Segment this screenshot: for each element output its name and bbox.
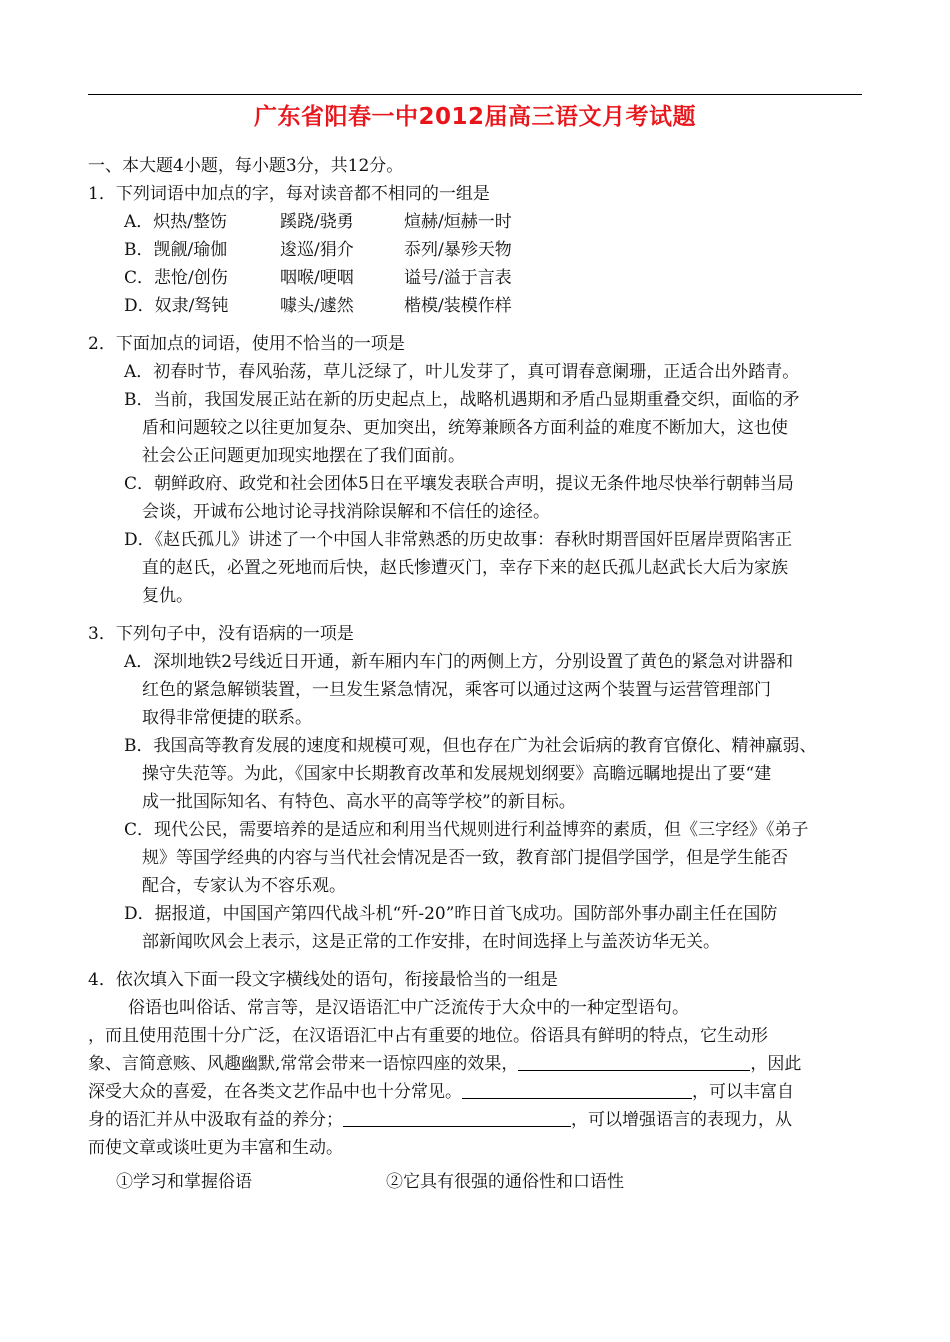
q4-passage-line4-text: 深受大众的喜爱，在各类文艺作品中也十分常见。 bbox=[88, 1082, 462, 1102]
q3-option-d-line2: 部新闻吹风会上表示，这是正常的工作安排，在时间选择上与盖茨访华无关。 bbox=[142, 932, 720, 952]
q4-choice-2: ②它具有很强的通俗性和口语性 bbox=[386, 1172, 624, 1192]
q4-passage-line3-tail: ，因此 bbox=[750, 1054, 802, 1074]
q1-option-a-word3: 煊赫/烜赫一时 bbox=[404, 212, 512, 232]
q1-option-b-word2: 逡巡/狷介 bbox=[280, 240, 354, 260]
q1-option-c-word3: 谥号/溢于言表 bbox=[404, 268, 512, 288]
q3-option-a-line3: 取得非常便捷的联系。 bbox=[142, 708, 312, 728]
q1-option-d-word3: 楷模/装模作样 bbox=[404, 296, 512, 316]
q1-option-a-word1: A．炽热/整饬 bbox=[124, 212, 228, 232]
q4-passage-line3 bbox=[88, 1050, 868, 1078]
q1-option-b-word3: 忝列/暴殄天物 bbox=[404, 240, 512, 260]
page-title: 广东省阳春一中2012届高三语文月考试题 bbox=[253, 104, 696, 130]
q4-passage-line5 bbox=[88, 1106, 868, 1134]
section-heading: 一、本大题4小题，每小题3分，共12分。 bbox=[88, 156, 404, 176]
q2-option-a-line1: A．初春时节，春风骀荡，草儿泛绿了，叶儿发芽了，真可谓春意阑珊，正适合出外踏青。 bbox=[124, 362, 800, 382]
q2-option-d-line2: 直的赵氏，必置之死地而后快，赵氏惨遭灭门，幸存下来的赵氏孤儿赵武长大后为家族 bbox=[142, 558, 788, 578]
q1-option-d-word1: D．奴隶/驽钝 bbox=[124, 296, 229, 316]
q4-blank-3[interactable] bbox=[343, 1108, 571, 1127]
q2-stem: 2．下面加点的词语，使用不恰当的一项是 bbox=[88, 334, 405, 354]
q4-passage-line2: ，而且使用范围十分广泛，在汉语语汇中占有重要的地位。俗语具有鲜明的特点，它生动形 bbox=[88, 1026, 768, 1046]
q1-option-b-word1: B．觊觎/瑜伽 bbox=[124, 240, 228, 260]
q4-blank-2[interactable] bbox=[462, 1080, 692, 1099]
q2-option-c-line2: 会谈，开诚布公地讨论寻找消除误解和不信任的途径。 bbox=[142, 502, 550, 522]
q4-choice-1: ①学习和掌握俗语 bbox=[116, 1172, 252, 1192]
q1-option-c-word1: C．悲怆/创伤 bbox=[124, 268, 228, 288]
q1-stem: 1．下列词语中加点的字，每对读音都不相同的一组是 bbox=[88, 184, 490, 204]
header-rule bbox=[88, 94, 862, 95]
q4-passage-line4-tail: ，可以丰富自 bbox=[692, 1082, 794, 1102]
q4-passage-line1: 俗语也叫俗话、常言等，是汉语语汇中广泛流传于大众中的一种定型语句。 bbox=[128, 998, 689, 1018]
q4-passage-line6: 而使文章或谈吐更为丰富和生动。 bbox=[88, 1138, 343, 1158]
q3-stem: 3．下列句子中，没有语病的一项是 bbox=[88, 624, 354, 644]
q2-option-b-line1: B．当前，我国发展正站在新的历史起点上，战略机遇期和矛盾凸显期重叠交织，面临的矛 bbox=[124, 390, 800, 410]
q1-option-d-word2: 噱头/遽然 bbox=[280, 296, 354, 316]
q4-passage-line5-text: 身的语汇并从中汲取有益的养分； bbox=[88, 1110, 343, 1130]
q1-option-b bbox=[88, 236, 868, 264]
q1-option-d bbox=[88, 292, 868, 320]
q2-option-d-line1: D．《赵氏孤儿》讲述了一个中国人非常熟悉的历史故事：春秋时期晋国奸臣屠岸贾陷害正 bbox=[124, 530, 793, 550]
q4-passage-line5-tail: ，可以增强语言的表现力，从 bbox=[571, 1110, 792, 1130]
q1-option-c bbox=[88, 264, 868, 292]
q3-option-c-line2: 规》等国学经典的内容与当代社会情况是否一致，教育部门提倡学国学，但是学生能否 bbox=[142, 848, 788, 868]
exam-content bbox=[88, 152, 868, 1196]
q3-option-c-line1: C．现代公民，需要培养的是适应和利用当代规则进行利益博弈的素质，但《三字经》《弟子 bbox=[124, 820, 809, 840]
q3-option-d-line1: D．据报道，中国国产第四代战斗机“歼-20”昨日首飞成功。国防部外事办副主任在国防 bbox=[124, 904, 778, 924]
q1-option-c-word2: 咽喉/哽咽 bbox=[280, 268, 354, 288]
q4-stem: 4．依次填入下面一段文字横线处的语句，衔接最恰当的一组是 bbox=[88, 970, 558, 990]
q4-choices bbox=[88, 1168, 868, 1196]
q2-option-d-line3: 复仇。 bbox=[142, 586, 193, 606]
q1-option-a-word2: 蹊跷/骁勇 bbox=[280, 212, 354, 232]
q4-passage-line4 bbox=[88, 1078, 868, 1106]
q3-option-b-line1: B．我国高等教育发展的速度和规模可观，但也存在广为社会诟病的教育官僚化、精神羸弱、 bbox=[124, 736, 817, 756]
q2-option-b-line2: 盾和问题较之以往更加复杂、更加突出，统筹兼顾各方面利益的难度不断加大，这也使 bbox=[142, 418, 788, 438]
q3-option-b-line3: 成一批国际知名、有特色、高水平的高等学校”的新目标。 bbox=[142, 792, 576, 812]
q4-passage-line3-text: 象、言简意赅、风趣幽默,常常会带来一语惊四座的效果， bbox=[88, 1054, 519, 1074]
q2-option-b-line3: 社会公正问题更加现实地摆在了我们面前。 bbox=[142, 446, 465, 466]
q3-option-a-line2: 红色的紧急解锁装置，一旦发生紧急情况，乘客可以通过这两个装置与运营管理部门 bbox=[142, 680, 771, 700]
q3-option-a-line1: A．深圳地铁2号线近日开通，新车厢内车门的两侧上方，分别设置了黄色的紧急对讲器和 bbox=[124, 652, 794, 672]
q3-option-c-line3: 配合，专家认为不容乐观。 bbox=[142, 876, 346, 896]
q1-option-a bbox=[88, 208, 868, 236]
q2-option-c-line1: C．朝鲜政府、政党和社会团体5日在平壤发表联合声明，提议无条件地尽快举行朝韩当局 bbox=[124, 474, 794, 494]
q3-option-b-line2: 操守失范等。为此，《国家中长期教育改革和发展规划纲要》高瞻远瞩地提出了要“建 bbox=[142, 764, 772, 784]
q4-blank-1[interactable] bbox=[518, 1052, 750, 1071]
